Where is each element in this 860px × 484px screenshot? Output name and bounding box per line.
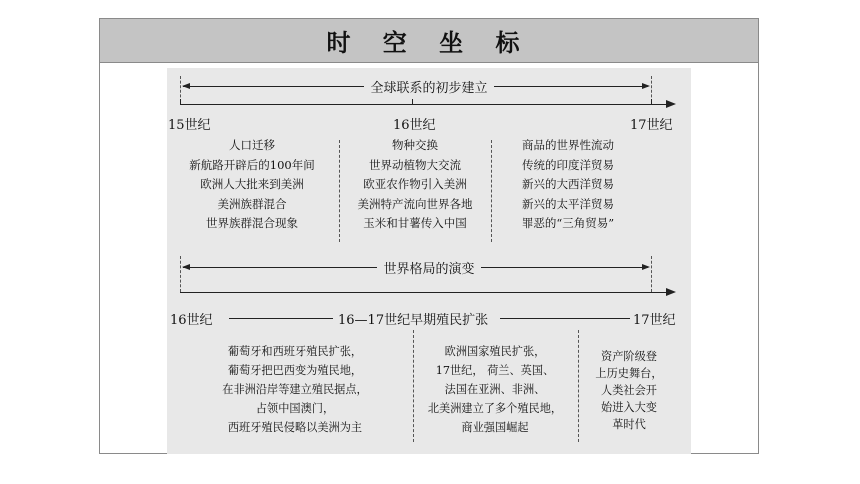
axis2 xyxy=(180,292,672,293)
list-item: 玉米和甘薯传入中国 xyxy=(363,216,467,230)
iberian-expansion-column xyxy=(181,342,409,437)
list-item: 罪恶的“三角贸易” xyxy=(521,216,615,230)
list-item: 占领中国澳门， xyxy=(255,402,335,415)
banner1-label: 全球联系的初步建立 xyxy=(364,81,493,96)
european-expansion-column xyxy=(415,342,575,437)
list-item: 欧洲国家殖民扩张， xyxy=(444,345,546,358)
list-item: 始进入大变 xyxy=(601,401,657,414)
list-item: 新航路开辟后的100年间 xyxy=(189,157,315,172)
period-end-label: 17世纪 xyxy=(633,313,676,328)
list-item: 新兴的太平洋贸易 xyxy=(522,196,614,211)
axis1-tick-16 xyxy=(412,99,413,105)
list-item: 西班牙殖民侵略以美洲为主 xyxy=(227,421,363,434)
column-divider xyxy=(413,330,414,442)
list-item: 葡萄牙和西班牙殖民扩张， xyxy=(227,345,363,358)
list-item: 世界族群混合现象 xyxy=(206,216,298,230)
tick-label-17c: 17世纪 xyxy=(630,118,673,133)
migration-column xyxy=(167,136,337,234)
period-title: 16—17世纪早期殖民扩张 xyxy=(338,313,489,328)
page-title: 时 空 坐 标 xyxy=(326,29,532,57)
period-line-right xyxy=(500,318,630,319)
bourgeoisie-column xyxy=(579,348,679,433)
list-item: 物种交换 xyxy=(392,138,438,152)
list-item: 资产阶级登 xyxy=(601,350,657,363)
list-item: 欧洲人大批来到美洲 xyxy=(200,177,304,191)
list-item: 人类社会开 xyxy=(601,384,657,397)
list-item: 欧亚农作物引入美洲 xyxy=(363,177,467,191)
list-item: 新兴的大西洋贸易 xyxy=(522,177,614,191)
axis1-arrow-icon xyxy=(666,100,676,108)
axis2-arrow-icon xyxy=(666,288,676,296)
list-item: 北美洲建立了多个殖民地， xyxy=(427,402,563,415)
list-item: 17世纪， 荷兰、英国、 xyxy=(435,364,555,377)
list-item: 法国在亚洲、非洲、 xyxy=(444,383,546,396)
column-divider xyxy=(339,140,340,242)
period-start-label: 16世纪 xyxy=(170,313,213,328)
tick-label-16c: 16世纪 xyxy=(393,118,436,133)
tick-label-15c: 15世纪 xyxy=(168,118,211,133)
list-item: 在非洲沿岸等建立殖民据点， xyxy=(222,383,368,396)
trade-column xyxy=(493,136,643,234)
title-bar xyxy=(100,19,758,63)
column-divider xyxy=(491,140,492,242)
list-item: 美洲特产流向世界各地 xyxy=(357,196,473,211)
list-item: 美洲族群混合 xyxy=(217,196,287,211)
list-item: 商业强国崛起 xyxy=(461,421,529,434)
period-line-left xyxy=(229,318,333,319)
axis1 xyxy=(180,104,672,105)
species-column xyxy=(343,136,487,234)
axis1-tick-17 xyxy=(651,99,652,105)
axis1-tick-15 xyxy=(180,99,181,105)
list-item: 世界动植物大交流 xyxy=(369,157,461,172)
list-item: 传统的印度洋贸易 xyxy=(522,157,614,172)
list-item: 革时代 xyxy=(612,418,646,431)
list-item: 葡萄牙把巴西变为殖民地， xyxy=(227,364,363,377)
list-item: 商品的世界性流动 xyxy=(522,138,614,152)
list-item: 上历史舞台， xyxy=(595,367,663,380)
banner2-label: 世界格局的演变 xyxy=(377,262,480,277)
list-item: 人口迁移 xyxy=(229,138,275,152)
timeline-panel xyxy=(167,68,691,454)
